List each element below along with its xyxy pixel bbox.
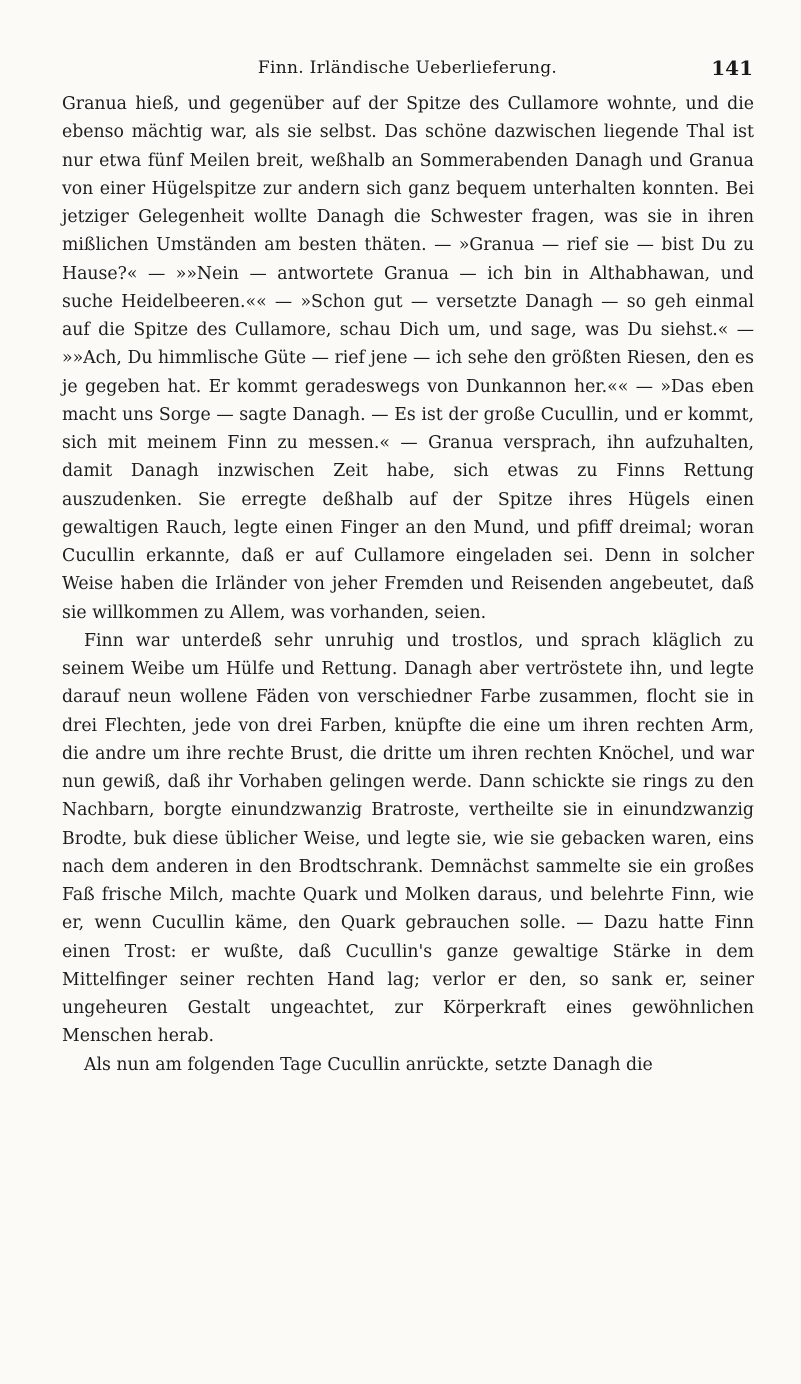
page-header	[62, 54, 753, 84]
running-title: Finn. Irländische Ueberlieferung.	[257, 58, 558, 78]
body-text	[62, 90, 754, 1079]
paragraph: Finn war unterdeß sehr unruhig und trostlos, und sprach kläglich zu seinem Weibe um Hülfe und Rettung. Danagh aber vertröstete ihn, und legte darauf neun wollene Fäden von verschiedner Farbe zusammen, flocht sie in drei Flechten, jede von drei Farben, knüpfte die eine um ihren rechten Arm, die andre um ihre rechte Brust, die dritte um ihren rechten Knöchel, und war nun gewiß, daß ihr Vorhaben gelingen werde. Dann schickte sie rings zu den Nachbarn, borgte einundzwanzig Bratroste, vertheilte sie in einundzwanzig Brodte, buk diese üblicher Weise, und legte sie, wie sie gebacken waren, eins nach dem anderen in den Brodtschrank. Demnächst sammelte sie ein großes Faß frische Milch, machte Quark und Molken daraus, und belehrte Finn, wie er, wenn Cucullin käme, den Quark gebrauchen solle. — Dazu hatte Finn einen Trost: er wußte, daß Cucullin's ganze gewaltige Stärke in dem Mittelfinger seiner rechten Hand lag; verlor er den, so sank er, seiner ungeheuren Gestalt ungeachtet, zur Körperkraft eines gewöhnlichen Menschen herab.	[62, 630, 754, 1047]
paragraph: Granua hieß, und gegenüber auf der Spitze des Cullamore wohnte, und die ebenso mächtig war, als sie selbst. Das schöne dazwischen liegende Thal ist nur etwa fünf Meilen breit, weßhalb an Sommerabenden Danagh und Granua von einer Hügelspitze zur andern sich ganz bequem unterhalten konnten. Bei jetziger Gelegenheit wollte Danagh die Schwester fragen, was sie in ihren mißlichen Umständen am besten thäten. — »Granua — rief sie — bist Du zu Hause?« — »»Nein — antwortete Granua — ich bin in Althabhawan, und suche Heidelbeeren.«« — »Schon gut — versetzte Danagh — so geh einmal auf die Spitze des Cullamore, schau Dich um, und sage, was Du siehst.« — »»Ach, Du himmlische Güte — rief jene — ich sehe den größten Riesen, den es je gegeben hat. Er kommt geradeswegs von Dunkannon her.«« — »Das eben macht uns Sorge — sagte Danagh. — Es ist der große Cucullin, und er kommt, sich mit meinem Finn zu messen.« — Granua versprach, ihn aufzuhalten, damit Danagh inzwischen Zeit habe, sich etwas zu Finns Rettung auszudenken. Sie erregte deßhalb auf der Spitze ihres Hügels einen gewaltigen Rauch, legte einen Finger an den Mund, und pfiff dreimal; woran Cucullin erkannte, daß er auf Cullamore eingeladen sei. Denn in solcher Weise haben die Irländer von jeher Fremden und Reisenden angebeutet, daß sie willkommen zu Allem, was vorhanden, seien.	[62, 94, 754, 623]
paragraph: Als nun am folgenden Tage Cucullin anrückte, setzte Danagh die	[84, 1054, 653, 1075]
page-number: 141	[711, 56, 753, 80]
